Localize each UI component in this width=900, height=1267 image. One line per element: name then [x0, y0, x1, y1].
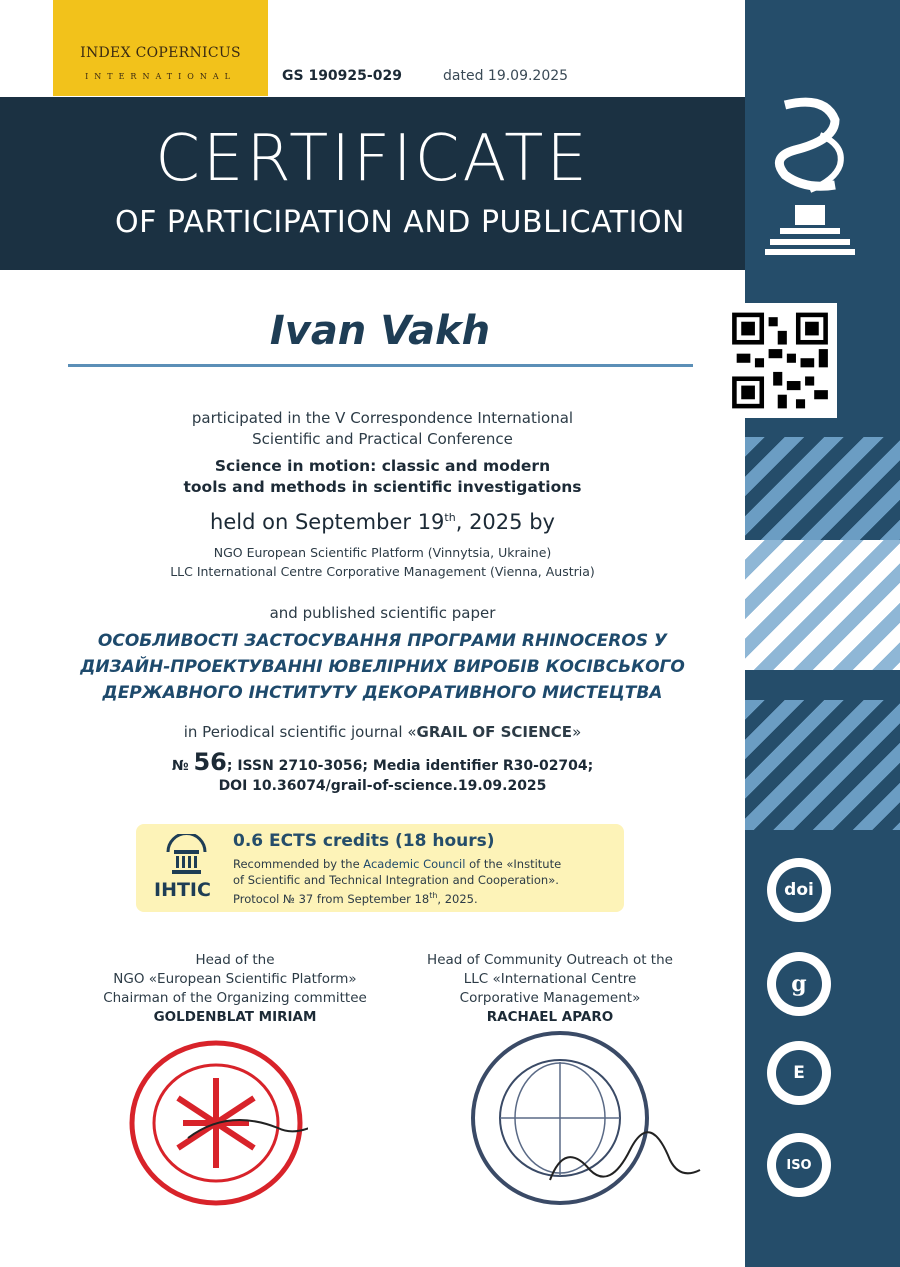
- crossref-icon: E: [776, 1050, 822, 1096]
- participation-line: participated in the V Correspondence International: [191, 409, 574, 427]
- certificate-title: CERTIFICATE: [155, 122, 590, 196]
- left-signatory: Head of the NGO «European Scientific Platform» Chairman of the Organizing committee GOLDENBLAT MIRIAM: [60, 951, 410, 1027]
- logo-text: INDEX COPERNICUS: [80, 45, 241, 61]
- ects-credits-box: [136, 824, 624, 912]
- certificate-date: dated 19.09.2025: [443, 68, 569, 84]
- paper-title: ОСОБЛИВОСТІ ЗАСТОСУВАННЯ ПРОГРАМИ RHINOCEROS У: [97, 631, 668, 651]
- name-divider: [68, 364, 693, 367]
- credits-description: Recommended by the Academic Council of the «Institute of Scientific and Technical Integration and Cooperation». Protocol № 37 from September 18th, 2025.: [233, 857, 562, 906]
- doi-line: DOI 10.36074/grail-of-science.19.09.2025: [218, 778, 547, 794]
- left-signatory-name: GOLDENBLAT MIRIAM: [153, 1009, 317, 1025]
- decor-stripes: [745, 540, 900, 670]
- conference-title: Science in motion: classic and modern: [214, 457, 551, 475]
- issue-number: 56: [193, 748, 227, 776]
- decor-stripes: [745, 700, 900, 830]
- organizer-line: LLC International Centre Corporative Management (Vienna, Austria): [170, 564, 595, 579]
- organizer-line: NGO European Scientific Platform (Vinnytsia, Ukraine): [213, 545, 552, 560]
- ihtic-logo-text: IHTIC: [154, 879, 211, 901]
- journal-line: in Periodical scientific journal «GRAIL OF SCIENCE»: [183, 723, 582, 741]
- iso-icon: ISO: [776, 1142, 822, 1188]
- doi-icon: doi: [776, 867, 822, 913]
- google-scholar-icon: g: [776, 961, 822, 1007]
- google-scholar-badge[interactable]: [767, 952, 831, 1016]
- right-signatory-name: RACHAEL APARO: [486, 1009, 614, 1025]
- recipient-name: Ivan Vakh: [269, 308, 491, 354]
- conference-logo-icon: [765, 95, 860, 260]
- held-date: held on September 19th, 2025 by: [210, 510, 555, 534]
- institute-building-icon: [164, 834, 209, 879]
- issue-line: № 56; ISSN 2710-3056; Media identifier R30-02704;: [171, 748, 594, 776]
- paper-title: ДЕРЖАВНОГО ІНСТИТУТУ ДЕКОРАТИВНОГО МИСТЕЦТВА: [102, 683, 663, 703]
- left-stamp-icon: [128, 1038, 308, 1208]
- certificate-number: GS 190925-029: [282, 68, 402, 84]
- participation-line: Scientific and Practical Conference: [252, 430, 513, 448]
- crossref-badge[interactable]: [767, 1041, 831, 1105]
- index-copernicus-logo: [53, 0, 268, 96]
- credits-title: 0.6 ECTS credits (18 hours): [233, 831, 495, 851]
- paper-title: ДИЗАЙН-ПРОЕКТУВАННІ ЮВЕЛІРНИХ ВИРОБІВ КОСІВСЬКОГО: [80, 657, 685, 677]
- published-line: and published scientific paper: [269, 604, 496, 622]
- journal-name: GRAIL OF SCIENCE: [416, 723, 573, 741]
- iso-badge[interactable]: [767, 1133, 831, 1197]
- certificate-subtitle: OF PARTICIPATION AND PUBLICATION: [114, 205, 686, 240]
- logo-subtext: INTERNATIONAL: [85, 72, 236, 81]
- right-stamp-icon: [470, 1030, 710, 1210]
- right-signatory: Head of Community Outreach ot the LLC «International Centre Corporative Management» RACHAEL APARO: [380, 951, 720, 1027]
- doi-badge[interactable]: [767, 858, 831, 922]
- conference-title: tools and methods in scientific investigations: [183, 478, 582, 496]
